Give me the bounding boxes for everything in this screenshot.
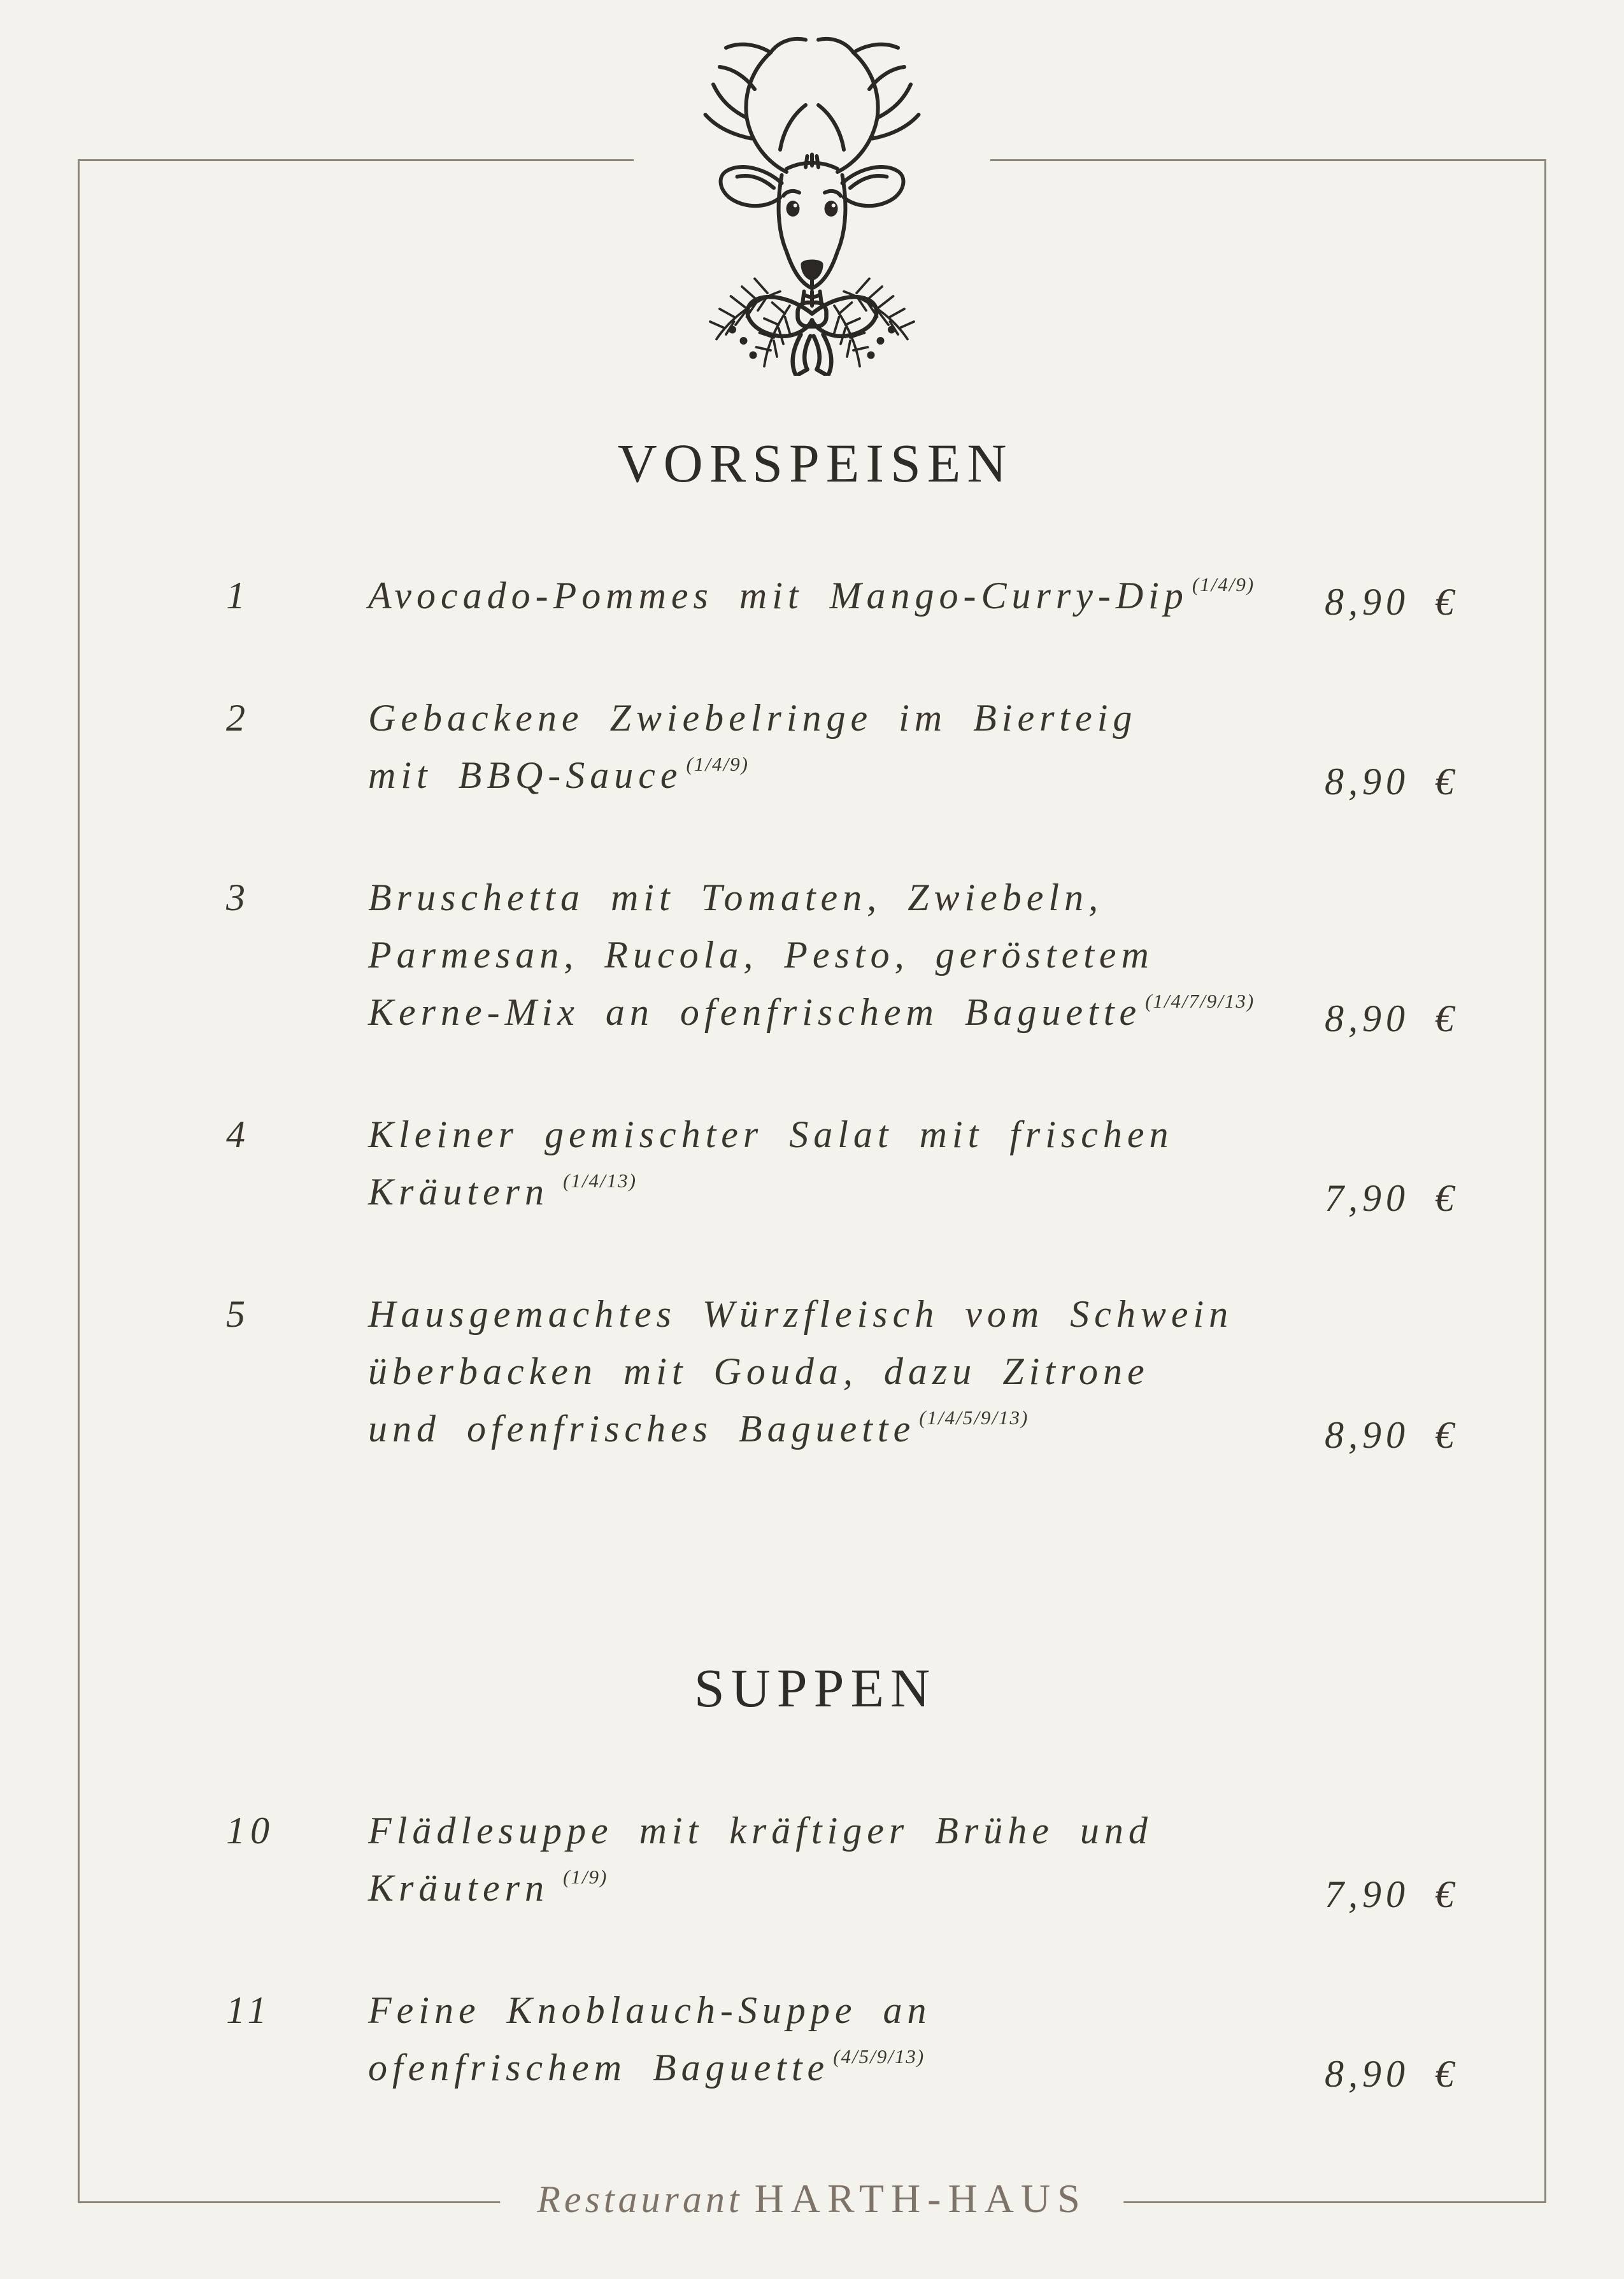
item-text: Bruschetta mit Tomaten, Zwiebeln, — [368, 876, 1104, 918]
item-description — [368, 1982, 1458, 2103]
item-line — [368, 983, 1458, 1047]
item-text: Kleiner gemischter Salat mit frischen — [368, 1113, 1174, 1155]
berries-icon — [729, 326, 757, 359]
allergen-note: (1/9) — [563, 1866, 608, 1888]
item-price: 7,90 € — [1325, 1873, 1458, 1915]
menu-item-1 — [226, 567, 1458, 631]
item-text: und ofenfrisches Baguette — [368, 1408, 916, 1450]
item-text: Hausgemachtes Würzfleisch vom Schwein — [368, 1293, 1234, 1335]
item-text: ofenfrischem Baguette — [368, 2047, 830, 2089]
item-text: Kerne-Mix an ofenfrischem Baguette — [368, 991, 1142, 1033]
footer-restaurant-name — [500, 2175, 1123, 2222]
item-line — [368, 1859, 1458, 1923]
item-number: 2 — [226, 697, 250, 739]
item-description — [368, 1106, 1458, 1227]
item-line — [368, 1982, 1458, 2039]
item-price: 8,90 € — [1325, 1414, 1458, 1456]
item-price: 8,90 € — [1325, 761, 1458, 803]
item-text: Flädlesuppe mit kräftiger Brühe und — [368, 1810, 1153, 1852]
allergen-note: (1/4/13) — [563, 1169, 637, 1192]
item-description — [368, 567, 1458, 631]
item-line — [368, 567, 1458, 631]
item-description — [368, 869, 1458, 1047]
item-description — [368, 1285, 1458, 1464]
item-line — [368, 689, 1458, 747]
item-line — [368, 926, 1458, 983]
section-title-suppen: SUPPEN — [694, 1657, 937, 1718]
item-text: Kräutern — [368, 1867, 550, 1909]
allergen-note: (4/5/9/13) — [833, 2045, 925, 2068]
menu-content — [0, 434, 1624, 2161]
allergen-note: (1/4/9) — [686, 753, 749, 775]
item-description — [368, 1802, 1458, 1923]
item-line — [368, 1802, 1458, 1859]
menu-item-3 — [226, 869, 1458, 1047]
item-line — [368, 1400, 1458, 1464]
item-price: 8,90 € — [1325, 581, 1458, 623]
item-line — [368, 1285, 1458, 1343]
stag-head-illustration — [634, 32, 990, 383]
menu-item-10 — [226, 1802, 1458, 1923]
menu-item-11 — [226, 1982, 1458, 2103]
item-text: Gebackene Zwiebelringe im Bierteig — [368, 697, 1137, 739]
item-description — [368, 689, 1458, 810]
item-line — [368, 1106, 1458, 1163]
item-number: 5 — [226, 1293, 250, 1335]
menu-item-5 — [226, 1285, 1458, 1464]
footer-name: HARTH-HAUS — [754, 2176, 1087, 2221]
item-line — [368, 747, 1458, 810]
item-number: 10 — [226, 1810, 274, 1852]
item-text: Kräutern — [368, 1171, 550, 1213]
footer-prefix: Restaurant — [537, 2178, 743, 2220]
allergen-note: (1/4/7/9/13) — [1145, 990, 1255, 1012]
item-line — [368, 869, 1458, 926]
menu-item-2 — [226, 689, 1458, 810]
item-price: 8,90 € — [1325, 997, 1458, 1039]
item-line — [368, 2039, 1458, 2103]
item-text: Avocado-Pommes mit Mango-Curry-Dip — [368, 575, 1188, 617]
item-number: 1 — [226, 575, 250, 617]
item-text: Parmesan, Rucola, Pesto, geröstetem — [368, 934, 1154, 976]
item-line — [368, 1343, 1458, 1400]
section-title-vorspeisen: VORSPEISEN — [617, 432, 1013, 494]
item-number: 3 — [226, 876, 250, 918]
item-line — [368, 1163, 1458, 1227]
item-price: 8,90 € — [1325, 2053, 1458, 2095]
item-price: 7,90 € — [1325, 1177, 1458, 1219]
menu-item-4 — [226, 1106, 1458, 1227]
item-text: überbacken mit Gouda, dazu Zitrone — [368, 1350, 1150, 1392]
item-text: Feine Knoblauch-Suppe an — [368, 1989, 932, 2031]
stag-face — [779, 155, 846, 306]
item-number: 4 — [226, 1113, 250, 1155]
item-number: 11 — [226, 1989, 272, 2031]
stag-wreath-icon — [653, 32, 971, 376]
item-text: mit BBQ-Sauce — [368, 754, 683, 796]
allergen-note: (1/4/9) — [1192, 573, 1255, 596]
allergen-note: (1/4/5/9/13) — [919, 1406, 1029, 1429]
